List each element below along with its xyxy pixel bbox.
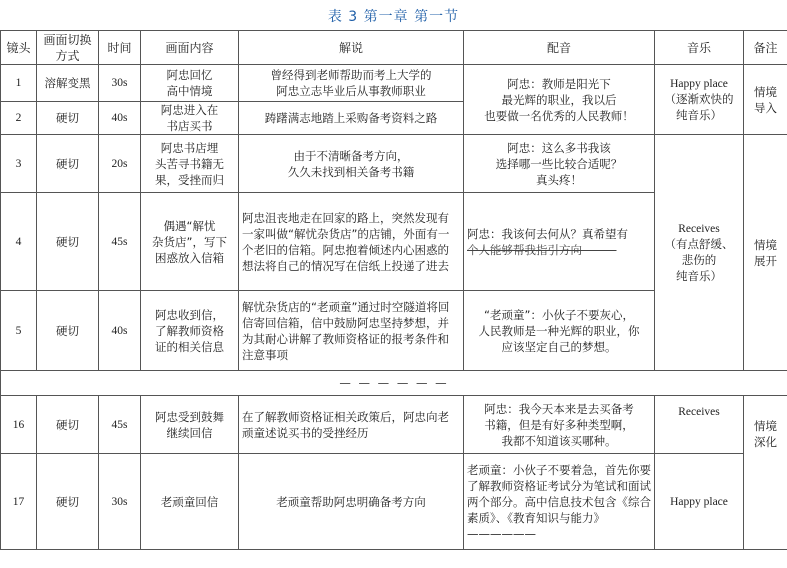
cell-shot: 3 [1, 135, 37, 193]
gap-marker: — — — — — — [1, 371, 787, 396]
cell-dialogue: 老顽童：小伙子不要着急，首先你要了解教师资格证考试分为笔试和面试两个部分。高中信息技术包含《综合素质》、《教育知识与能力》—————— [464, 454, 655, 550]
cell-narration: 在了解教师资格证相关政策后，阿忠向老顽童述说买书的受挫经历 [239, 396, 464, 454]
cell-transition: 硬切 [37, 454, 99, 550]
cell-transition: 硬切 [37, 102, 99, 135]
cell-narration: 老顽童帮助阿忠明确备考方向 [239, 454, 464, 550]
cell-time: 20s [99, 135, 141, 193]
cell-note: 情境 展开 [744, 135, 787, 371]
header-note: 备注 [744, 31, 787, 65]
cell-note: 情境 导入 [744, 65, 787, 135]
cell-dialogue: “老顽童”：小伙子不要灰心， 人民教师是一种光辉的职业，你 应该坚定自己的梦想。 [464, 291, 655, 371]
cell-narration: 解忧杂货店的“老顽童”通过时空隧道将回信寄回信箱，信中鼓励阿忠坚持梦想，并为其耐心讲解了教师资格证的报考条件和注意事项 [239, 291, 464, 371]
table-row [1, 65, 787, 102]
header-time: 时间 [99, 31, 141, 65]
cell-shot: 16 [1, 396, 37, 454]
cell-dialogue [464, 193, 655, 291]
cell-dialogue: 阿忠：教师是阳光下 最光辉的职业，我以后 也要做一名优秀的人民教师！ [464, 65, 655, 135]
table-row [1, 454, 787, 550]
dialogue-line: 阿忠：我该何去何从？真希望有 [467, 226, 628, 241]
cell-shot: 5 [1, 291, 37, 371]
header-row [1, 31, 787, 65]
cell-time: 45s [99, 193, 141, 291]
cell-time: 40s [99, 291, 141, 371]
cell-content: 阿忠进入在 书店买书 [141, 102, 239, 135]
cell-time: 30s [99, 65, 141, 102]
cell-narration: 阿忠沮丧地走在回家的路上，突然发现有一家叫做“解忧杂货店”的店铺，外面有一个老旧的信箱。阿忠抱着倾述内心困惑的想法将自己的情况写在信纸上投递了进去 [239, 193, 464, 291]
cell-content: 阿忠受到鼓舞 继续回信 [141, 396, 239, 454]
cell-content: 老顽童回信 [141, 454, 239, 550]
cell-time: 30s [99, 454, 141, 550]
cell-shot: 4 [1, 193, 37, 291]
cell-music: Receives （有点舒缓、 悲伤的 纯音乐） [655, 135, 744, 371]
cell-content: 偶遇“解忧 杂货店”，写下 困惑放入信箱 [141, 193, 239, 291]
cell-time: 45s [99, 396, 141, 454]
cell-dialogue: 阿忠：这么多书我该 选择哪一些比较合适呢？ 真头疼！ [464, 135, 655, 193]
cell-content: 阿忠收到信， 了解教师资格 证的相关信息 [141, 291, 239, 371]
cell-shot: 2 [1, 102, 37, 135]
storyboard-table [0, 30, 787, 550]
cell-shot: 17 [1, 454, 37, 550]
cell-content: 阿忠回忆 高中情境 [141, 65, 239, 102]
cell-content: 阿忠书店埋 头苦寻书籍无 果，受挫而归 [141, 135, 239, 193]
cell-transition: 溶解变黑 [37, 65, 99, 102]
cell-dialogue: 阿忠：我今天本来是去买备考 书籍，但是有好多种类型啊， 我都不知道该买哪种。 [464, 396, 655, 454]
table-row [1, 135, 787, 193]
table-row [1, 396, 787, 454]
cell-transition: 硬切 [37, 193, 99, 291]
gap-row [1, 371, 787, 396]
cell-narration: 踌躇满志地踏上采购备考资料之路 [239, 102, 464, 135]
header-content: 画面内容 [141, 31, 239, 65]
cell-music: Happy place [655, 454, 744, 550]
header-dialogue: 配音 [464, 31, 655, 65]
header-transition: 画面切换方式 [37, 31, 99, 65]
dialogue-line-struck: 个人能够帮我指引方向——— [467, 242, 617, 257]
table-caption: 表 3 第一章 第一节 [327, 9, 460, 25]
cell-narration: 由于不清晰备考方向， 久久未找到相关备考书籍 [239, 135, 464, 193]
cell-music: Happy place （逐渐欢快的 纯音乐） [655, 65, 744, 135]
header-shot: 镜头 [1, 31, 37, 65]
cell-time: 40s [99, 102, 141, 135]
cell-transition: 硬切 [37, 135, 99, 193]
cell-transition: 硬切 [37, 396, 99, 454]
cell-narration: 曾经得到老师帮助而考上大学的 阿忠立志毕业后从事教师职业 [239, 65, 464, 102]
cell-note: 情境 深化 [744, 396, 787, 550]
header-narration: 解说 [239, 31, 464, 65]
cell-transition: 硬切 [37, 291, 99, 371]
cell-music: Receives [655, 396, 744, 454]
cell-shot: 1 [1, 65, 37, 102]
header-music: 音乐 [655, 31, 744, 65]
